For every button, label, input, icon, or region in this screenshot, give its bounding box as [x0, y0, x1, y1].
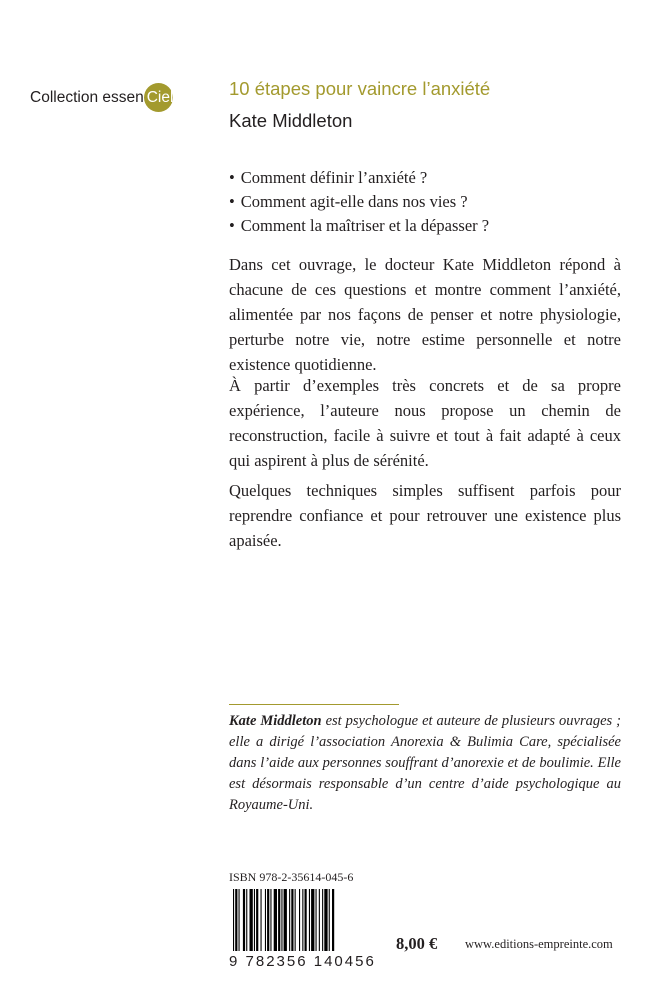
ciel-label: Ciel — [146, 89, 174, 106]
bullet-icon: • — [229, 168, 235, 187]
description-paragraph-2: À partir d’exemples très concrets et de sa propre expérience, l’auteure nous propose un chemin de reconstruction, facile à suivre et tout à fait adapté à ceux qui aspirent à plus de sérénité. — [229, 376, 621, 470]
barcode-digits: 9 782356 140456 — [229, 953, 376, 970]
bio-text: est psychologue et auteure de plusieurs ouvrages ; elle a dirigé l’association Anorexia & Bulimia Care, spécialisée dans l’aide aux personnes souffrant d’anorexie et de boulimie. Elle est désormais responsable d’un centre d’aide psychologique au Royaume-Uni. — [229, 713, 621, 813]
book-author: Kate Middleton — [229, 110, 353, 131]
author-bio — [229, 711, 621, 816]
question-item: • Comment définir l’anxiété ? — [229, 168, 428, 187]
publisher-website: www.editions-empreinte.com — [465, 937, 613, 951]
bullet-icon: • — [229, 216, 235, 235]
question-item: • Comment la maîtriser et la dépasser ? — [229, 216, 490, 235]
collection-logo — [30, 83, 173, 112]
divider — [229, 704, 399, 705]
description-paragraph-1: Dans cet ouvrage, le docteur Kate Middleton répond à chacune de ces questions et montre comment l’anxiété, alimentée par nos façons de penser et notre physiologie, perturbe notre vie, notre estime personnelle et notre existence quotidienne. — [229, 255, 621, 374]
isbn: ISBN 978-2-35614-045-6 — [229, 870, 354, 884]
collection-label: Collection essen — [30, 88, 144, 106]
bullet-icon: • — [229, 192, 235, 211]
barcode-icon — [229, 889, 379, 951]
question-item: • Comment agit-elle dans nos vies ? — [229, 192, 468, 211]
barcode-block — [229, 870, 379, 970]
bio-author-name: Kate Middleton — [229, 713, 322, 729]
ciel-circle-logo — [144, 83, 173, 112]
book-title: 10 étapes pour vaincre l’anxiété — [229, 78, 491, 99]
question-list — [229, 166, 629, 238]
price: 8,00 € — [396, 934, 438, 953]
description-paragraph-3: Quelques techniques simples suffisent parfois pour reprendre confiance et pour retrouver une existence plus apaisée. — [229, 481, 621, 550]
